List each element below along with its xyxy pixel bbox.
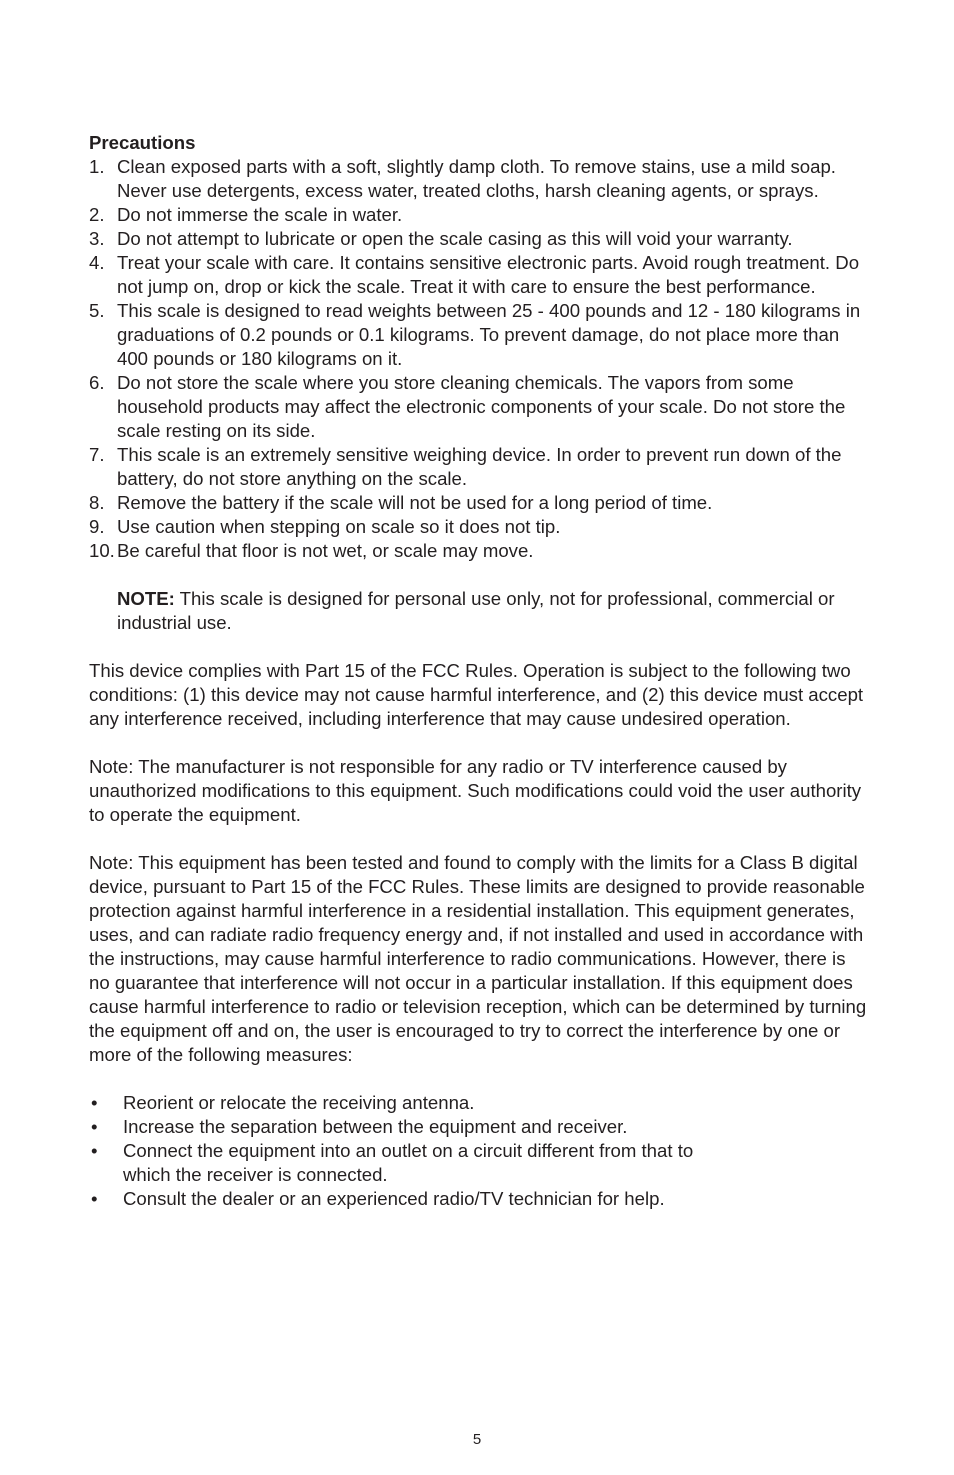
class-b-note-paragraph: Note: This equipment has been tested and found to comply with the limits for a Class B digital device, pursuant to Part 15 of the FCC Rules. These limits are designed to provide reasonable protection against harmful interference in a residential installation. This equipment generates, uses, and can radiate radio frequency energy and, if not installed and used in accordance with the instructions, may cause harmful interference to radio communications. However, there is no guarantee that interference will not occur in a particular installation. If this equipment does cause harmful interference to radio or television reception, which can be determined by turning the equipment off and on, the user is encouraged to try to correct the interference by one or more of the following measures: — [89, 852, 867, 1065]
bullet-icon: • — [91, 1140, 98, 1161]
list-item-number: 10. — [89, 540, 115, 561]
list-item — [89, 371, 871, 443]
list-item — [89, 251, 871, 299]
list-item-text: This scale is an extremely sensitive weighing device. In order to prevent run down of the battery, do not store anything on the scale. — [117, 444, 842, 489]
list-item-text: Clean exposed parts with a soft, slightly damp cloth. To remove stains, use a mild soap. Never use detergents, excess water, treated cloths, harsh cleaning agents, or sprays. — [117, 156, 836, 201]
interference-measures-list — [89, 1091, 871, 1211]
list-item — [89, 1091, 871, 1115]
note-label: NOTE: — [117, 588, 175, 609]
list-item-number: 3. — [89, 228, 105, 249]
note-text: This scale is designed for personal use only, not for professional, commercial or industrial use. — [117, 588, 835, 633]
precautions-heading: Precautions — [89, 132, 196, 153]
list-item — [89, 491, 871, 515]
list-item — [89, 227, 871, 251]
list-item — [89, 515, 871, 539]
list-item-number: 9. — [89, 516, 105, 537]
list-item-number: 1. — [89, 156, 105, 177]
list-item-text: Connect the equipment into an outlet on a circuit different from that to which the receiver is connected. — [123, 1140, 694, 1185]
fcc-compliance-paragraph: This device complies with Part 15 of the FCC Rules. Operation is subject to the following two conditions: (1) this device may not cause harmful interference, and (2) this device must accept any interference received, including interference that may cause undesired operation. — [89, 660, 864, 729]
list-item-text: This scale is designed to read weights between 25 - 400 pounds and 12 - 180 kilograms in graduations of 0.2 pounds or 0.1 kilograms. To prevent damage, do not place more than 400 pounds or 180 kilograms on it. — [117, 300, 861, 369]
list-item-text: Increase the separation between the equipment and receiver. — [123, 1116, 628, 1137]
list-item — [89, 1139, 871, 1187]
list-item-text: Reorient or relocate the receiving antenna. — [123, 1092, 475, 1113]
list-item-number: 2. — [89, 204, 105, 225]
list-item-text: Treat your scale with care. It contains sensitive electronic parts. Avoid rough treatment. Do not jump on, drop or kick the scale. Treat it with care to ensure the best performance. — [117, 252, 860, 297]
bullet-icon: • — [91, 1116, 98, 1137]
list-item — [89, 1187, 871, 1211]
list-item-text: Consult the dealer or an experienced radio/TV technician for help. — [123, 1188, 665, 1209]
list-item — [89, 299, 871, 371]
list-item — [89, 203, 871, 227]
list-item-text: Do not attempt to lubricate or open the scale casing as this will void your warranty. — [117, 228, 793, 249]
modification-note-paragraph: Note: The manufacturer is not responsible for any radio or TV interference caused by unauthorized modifications to this equipment. Such modifications could void the user authority to operate the equipment. — [89, 756, 862, 825]
list-item-number: 4. — [89, 252, 105, 273]
list-item — [89, 1115, 871, 1139]
list-item-number: 7. — [89, 444, 105, 465]
list-item — [89, 155, 871, 203]
list-item-text: Do not immerse the scale in water. — [117, 204, 403, 225]
list-item-text: Be careful that floor is not wet, or scale may move. — [117, 540, 534, 561]
bullet-icon: • — [91, 1188, 98, 1209]
personal-use-note — [117, 587, 871, 635]
precautions-list — [89, 155, 871, 563]
list-item-number: 5. — [89, 300, 105, 321]
list-item-text: Remove the battery if the scale will not be used for a long period of time. — [117, 492, 713, 513]
list-item-text: Do not store the scale where you store cleaning chemicals. The vapors from some household products may affect the electronic components of your scale. Do not store the scale resting on its side. — [117, 372, 846, 441]
list-item-number: 8. — [89, 492, 105, 513]
page-number: 5 — [472, 1431, 482, 1448]
list-item — [89, 443, 871, 491]
document-page — [89, 131, 871, 1211]
list-item-text: Use caution when stepping on scale so it does not tip. — [117, 516, 561, 537]
list-item-number: 6. — [89, 372, 105, 393]
list-item — [89, 539, 871, 563]
bullet-icon: • — [91, 1092, 98, 1113]
